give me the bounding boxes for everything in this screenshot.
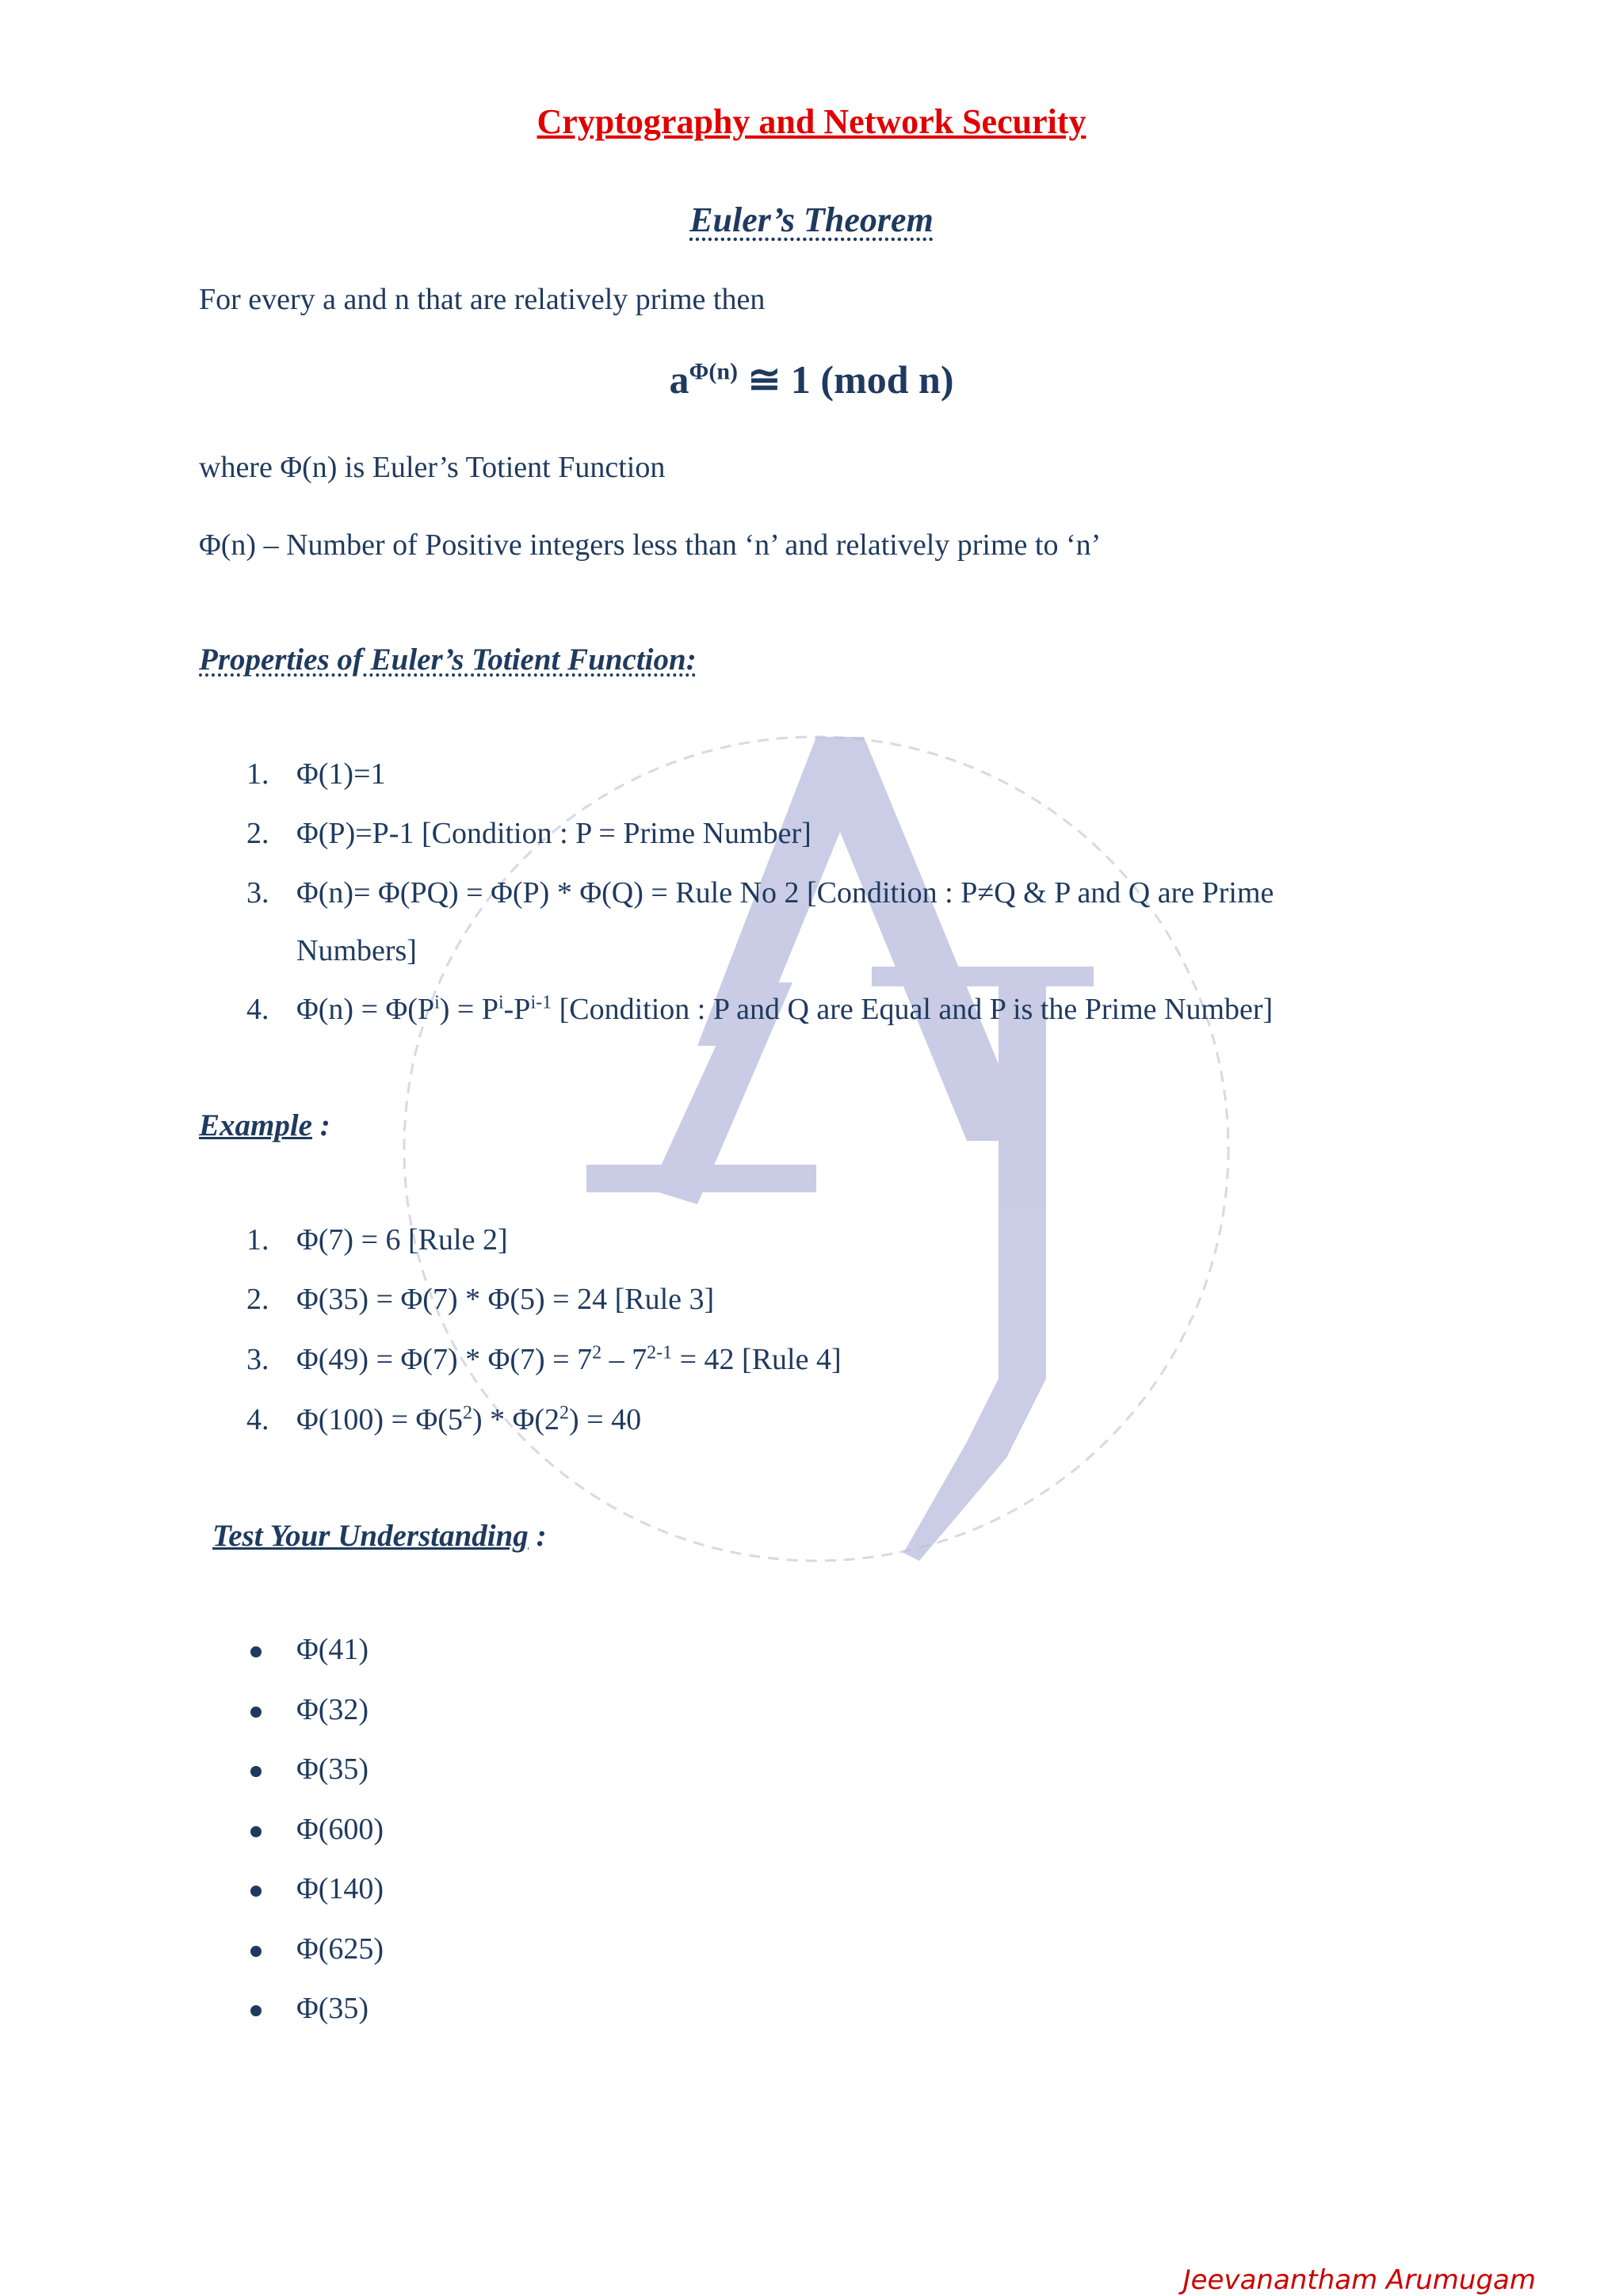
superscript: 2 [462,1402,472,1424]
bullet-icon [250,2005,262,2016]
heading-colon: : [528,1519,547,1553]
item-text: Numbers] [296,934,417,967]
superscript: i [498,992,504,1013]
where-text: where Φ(n) is Euler’s Totient Function [199,451,666,484]
test-heading-label: Test Your Understanding [212,1519,529,1553]
item-number: 2. [246,817,269,850]
intro-text: For every a and n that are relatively prime then [199,283,766,316]
item-text: Φ(35) [296,1992,369,2025]
superscript: i-1 [530,992,552,1013]
section-subtitle: Euler’s Theorem [689,200,934,239]
text-part: [Condition : P and Q are Equal and P is the Prime Number] [552,993,1274,1026]
item-number: 4. [246,993,269,1026]
item-number: 3. [246,876,269,910]
superscript: 2 [559,1402,570,1424]
item-number: 1. [246,1223,269,1257]
item-text: Φ(600) [296,1813,384,1846]
author-footer: Jeevanantham Arumugam [1182,2264,1536,2296]
text-part: ) = 40 [569,1403,642,1436]
superscript: i [434,992,440,1013]
item-number: 2. [246,1283,269,1316]
bullet-icon [250,1826,262,1837]
item-text: Φ(41) [296,1633,369,1666]
item-text: Φ(625) [296,1932,384,1966]
example-heading [199,1108,330,1143]
example-heading-label: Example [199,1108,312,1142]
bullet-icon [250,1886,262,1897]
text-part: – 7 [601,1343,647,1376]
test-heading [212,1518,547,1554]
item-text [296,992,1273,1027]
item-number: 4. [246,1403,269,1436]
item-text [296,1402,641,1437]
item-text: Φ(1)=1 [296,757,386,791]
formula-exponent: Φ(n) [689,358,739,385]
formula-base: a [669,357,689,402]
item-text: Φ(n)= Φ(PQ) = Φ(P) * Φ(Q) = Rule No 2 [Condition : P≠Q & P and Q are Prime [296,876,1274,910]
bullet-icon [250,1766,262,1777]
text-part: -P [503,993,531,1026]
item-text: Φ(32) [296,1693,369,1726]
properties-heading-label: Properties of Euler’s Totient Function: [199,643,697,677]
item-number: 1. [246,757,269,791]
text-part: Φ(49) = Φ(7) * Φ(7) = 7 [296,1343,593,1376]
text-part: ) = P [439,993,498,1026]
item-text: Φ(140) [296,1872,384,1905]
page-title: Cryptography and Network Security [537,102,1086,141]
definition-text: Φ(n) – Number of Positive integers less than ‘n’ and relatively prime to ‘n’ [199,528,1102,562]
bullet-icon [250,1707,262,1718]
euler-formula [0,357,1623,402]
superscript: 2-1 [647,1342,673,1363]
formula-rest: ≅ 1 (mod n) [738,357,954,402]
superscript: 2 [592,1342,602,1363]
aj-watermark-logo [396,729,1236,1569]
item-text [296,1342,842,1377]
item-number: 3. [246,1343,269,1376]
text-part: = 42 [Rule 4] [672,1343,842,1376]
bullet-icon [250,1646,262,1657]
item-text: Φ(P)=P-1 [Condition : P = Prime Number] [296,817,812,850]
item-text: Φ(7) = 6 [Rule 2] [296,1223,508,1257]
text-part: Φ(n) = Φ(P [296,993,435,1026]
bullet-icon [250,1946,262,1957]
text-part: Φ(100) = Φ(5 [296,1403,463,1436]
heading-colon: : [312,1108,330,1142]
text-part: ) * Φ(2 [472,1403,560,1436]
properties-heading [199,642,697,677]
item-text: Φ(35) = Φ(7) * Φ(5) = 24 [Rule 3] [296,1283,715,1316]
item-text: Φ(35) [296,1753,369,1786]
